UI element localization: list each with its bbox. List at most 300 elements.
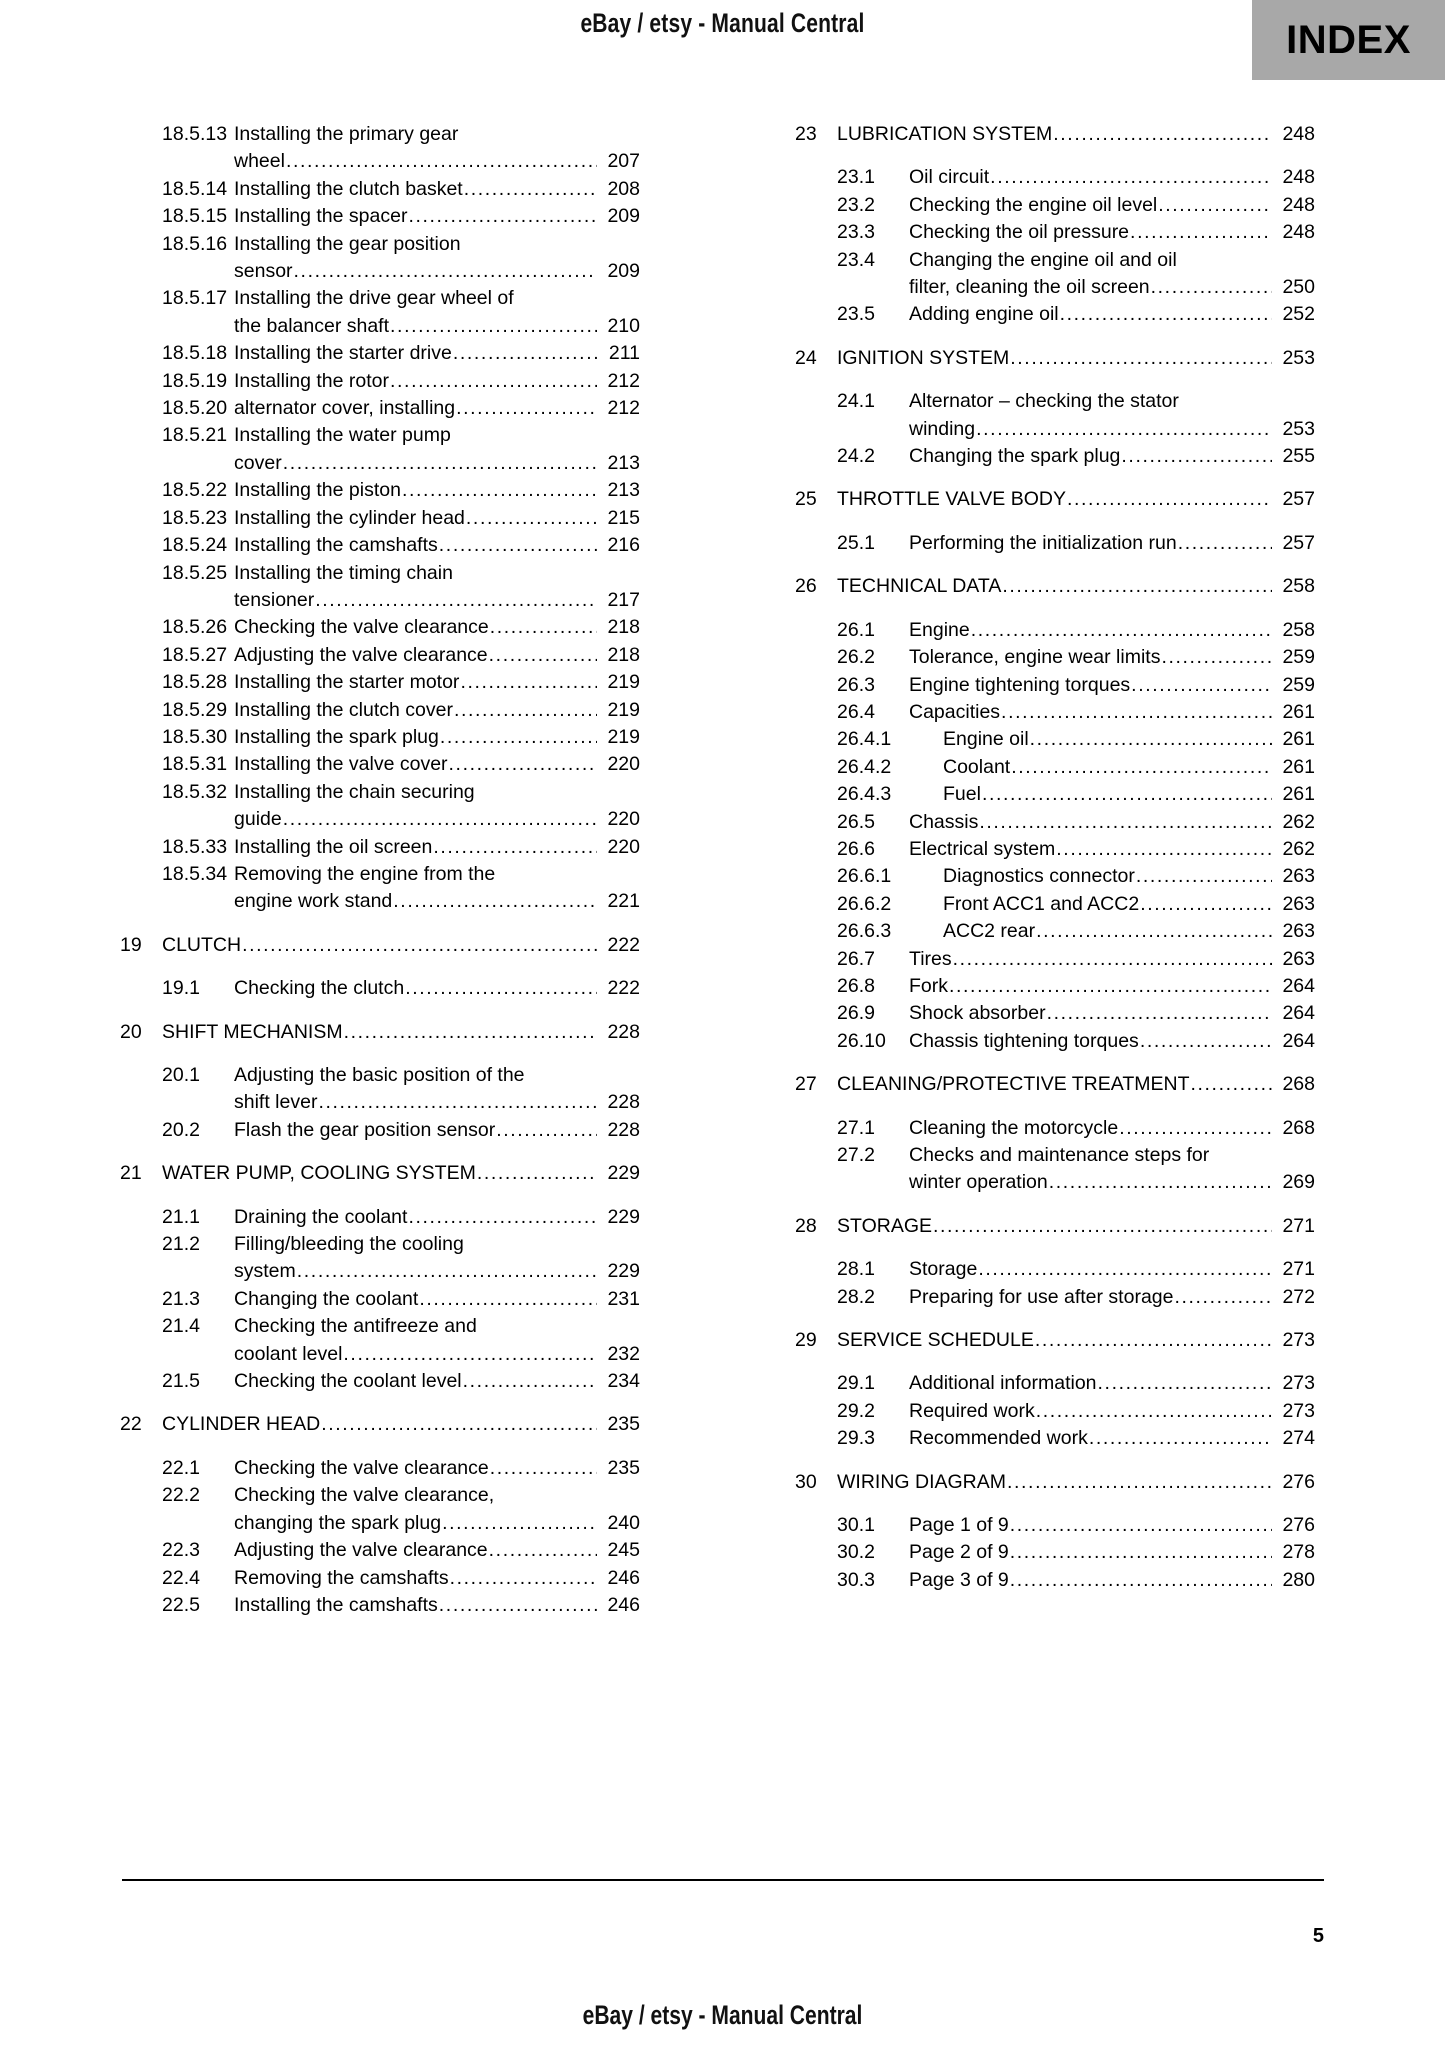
toc-entry-number: 27 [795,1073,817,1096]
toc-entry-page: 209 [607,260,640,283]
toc-entry-body [234,642,640,669]
toc-entry-body [909,1512,1315,1539]
toc-entry-label: STORAGE [837,1214,932,1237]
toc-entry[interactable] [120,1286,640,1313]
toc-entry-label: Coolant [943,755,1011,778]
toc-entry[interactable] [120,932,640,959]
toc-entry[interactable] [795,1512,1315,1539]
toc-entry-body [909,1370,1315,1397]
toc-entry[interactable] [120,751,640,778]
toc-entry-label: Tires [909,947,952,970]
toc-entry[interactable] [795,486,1315,513]
toc-leader-dots [242,932,597,959]
toc-entry-number: 28 [795,1214,817,1237]
toc-entry-body [909,164,1315,191]
page-number: 5 [1312,1925,1324,1947]
toc-entry-number: 23.4 [837,248,875,271]
toc-entry[interactable] [795,164,1315,191]
toc-entry-body [909,192,1315,219]
toc-entry[interactable] [120,861,640,916]
toc-entry-number: 26.9 [837,1002,875,1025]
toc-entry[interactable] [795,1071,1315,1098]
toc-entry-body [909,1567,1315,1594]
toc-entry-body [837,486,1315,513]
toc-entry[interactable] [120,779,640,834]
toc-entry-body [234,861,640,916]
toc-entry-label: Adjusting the basic position of the [234,1064,525,1086]
toc-entry-number: 18.5.33 [162,835,228,858]
toc-entry[interactable] [795,1327,1315,1354]
toc-entry-number: 26.3 [837,673,875,696]
toc-leader-dots [490,614,597,641]
toc-entry-number: 21.3 [162,1287,200,1310]
toc-leader-dots [449,751,597,778]
toc-entry[interactable] [795,219,1315,246]
toc-leader-dots [1140,891,1272,918]
toc-leader-dots [489,642,597,669]
toc-entry[interactable] [120,614,640,641]
toc-entry[interactable] [795,1028,1315,1055]
toc-entry[interactable] [120,697,640,724]
toc-entry-number: 18.5.24 [162,534,228,557]
toc-entry-number: 22.3 [162,1539,200,1562]
toc-leader-dots [464,176,597,203]
toc-entry[interactable] [120,505,640,532]
toc-entry[interactable] [120,975,640,1002]
toc-entry-page: 268 [1282,1073,1315,1096]
toc-entry-page: 222 [607,977,640,1000]
toc-entry[interactable] [795,617,1315,644]
toc-entry-label: Installing the water pump [234,424,451,447]
toc-entry-page: 261 [1282,700,1315,723]
toc-entry-label: Installing the piston [234,479,401,502]
toc-entry[interactable] [795,1000,1315,1027]
toc-entry[interactable] [120,1411,640,1438]
toc-entry-page: 235 [607,1413,640,1436]
toc-entry-number: 26.6.1 [837,865,892,888]
toc-leader-dots [1089,1425,1272,1452]
toc-entry-body [909,1425,1315,1452]
toc-entry-body [234,477,640,504]
toc-entry[interactable] [795,918,1315,945]
toc-leader-dots [1056,836,1272,863]
toc-entry[interactable] [120,1565,640,1592]
toc-entry-label: Installing the camshafts [234,1593,438,1616]
toc-entry-number: 25 [795,488,817,511]
toc-entry-number: 26 [795,575,817,598]
toc-entry-label: Installing the spacer [234,205,408,228]
toc-entry-label: Page 3 of 9 [909,1568,1009,1591]
toc-entry[interactable] [795,836,1315,863]
toc-entry-body [909,809,1315,836]
toc-entry-page: 235 [607,1456,640,1479]
toc-entry-body [234,669,640,696]
toc-entry[interactable] [795,672,1315,699]
toc-entry[interactable] [120,285,640,340]
toc-entry[interactable] [120,1062,640,1117]
toc-entry-label: Flash the gear position sensor [234,1118,496,1141]
toc-entry[interactable] [795,973,1315,1000]
toc-entry-number: 18.5.30 [162,725,228,748]
toc-entry[interactable] [120,231,640,286]
toc-entry-page: 263 [1282,865,1315,888]
toc-leader-dots [1174,1284,1272,1311]
toc-entry[interactable] [795,530,1315,557]
toc-leader-dots [933,1213,1272,1240]
toc-entry-number: 18.5.34 [162,862,228,885]
toc-entry-page: 253 [1282,346,1315,369]
toc-entry-number: 26.4 [837,700,875,723]
toc-entry[interactable] [795,863,1315,890]
toc-entry-page: 263 [1282,920,1315,943]
toc-entry[interactable] [795,1370,1315,1397]
toc-leader-dots [1119,1115,1272,1142]
toc-entry-page: 234 [607,1370,640,1393]
toc-entry-page: 231 [607,1287,640,1310]
toc-entry-number: 23 [795,123,817,145]
footer-divider [122,1879,1324,1881]
toc-entry-number: 26.4.1 [837,728,892,751]
toc-entry-number: 26.6.3 [837,920,892,943]
toc-entry-body [909,836,1315,863]
toc-entry-label: SHIFT MECHANISM [162,1020,343,1043]
toc-entry-label: Installing the camshafts [234,534,438,557]
toc-entry-body [909,247,1315,302]
toc-leader-dots [454,697,597,724]
toc-entry-label: Checking the valve clearance, [234,1484,495,1507]
toc-leader-dots [419,1286,597,1313]
toc-entry-body [234,422,640,477]
toc-column-right [795,121,1315,1619]
toc-entry[interactable] [120,669,640,696]
toc-entry-body [162,1019,640,1046]
toc-entry-page: 212 [607,397,640,420]
toc-entry-page: 273 [1282,1372,1315,1395]
toc-entry-page: 259 [1282,646,1315,669]
toc-entry-body [234,1537,640,1564]
toc-entry-page: 219 [607,725,640,748]
toc-entry-number: 24 [795,346,817,369]
toc-entry[interactable] [795,1284,1315,1311]
toc-entry[interactable] [795,121,1315,148]
toc-entry[interactable] [795,573,1315,600]
toc-entry-page: 221 [607,890,640,913]
toc-entry-label: Page 2 of 9 [909,1541,1009,1564]
toc-entry[interactable] [120,724,640,751]
toc-entry-label-cont: coolant level [234,1342,343,1365]
toc-entry[interactable] [120,1160,640,1187]
toc-leader-dots [1121,443,1272,470]
toc-leader-dots [1191,1071,1273,1098]
toc-entry[interactable] [795,699,1315,726]
toc-leader-dots [390,313,597,340]
toc-entry-number: 27.1 [837,1116,875,1139]
toc-entry[interactable] [120,1204,640,1231]
toc-entry[interactable] [795,1469,1315,1496]
toc-entry-label: Diagnostics connector [943,865,1135,888]
toc-entry-label: Installing the oil screen [234,835,433,858]
toc-entry-page: 276 [1282,1470,1315,1493]
toc-entry[interactable] [120,642,640,669]
toc-entry[interactable] [795,1142,1315,1197]
toc-entry-number: 30 [795,1470,817,1493]
toc-entry-page: 246 [607,1593,640,1616]
toc-entry[interactable] [795,345,1315,372]
toc-entry-number: 26.4.2 [837,755,892,778]
toc-entry-page: 273 [1282,1329,1315,1352]
toc-entry[interactable] [120,1368,640,1395]
toc-entry-number: 26.6.2 [837,892,892,915]
toc-entry-label: Installing the rotor [234,369,390,392]
toc-leader-dots [1131,672,1272,699]
toc-entry-label: Installing the primary gear [234,123,459,145]
toc-leader-dots [1098,1370,1272,1397]
toc-entry[interactable] [120,1231,640,1286]
toc-entry-page: 258 [1282,575,1315,598]
toc-entry-label: TECHNICAL DATA [837,575,1002,598]
toc-entry[interactable] [120,1313,640,1368]
toc-entry-page: 216 [607,534,640,557]
toc-entry-page: 217 [607,588,640,611]
toc-entry[interactable] [795,726,1315,753]
toc-entry-body [234,560,640,615]
toc-leader-dots [990,164,1272,191]
toc-leader-dots [321,1411,597,1438]
toc-entry[interactable] [120,340,640,367]
toc-entry[interactable] [795,809,1315,836]
toc-entry-body [909,754,1315,781]
toc-entry-label: Storage [909,1258,978,1281]
toc-entry-body [909,918,1315,945]
toc-entry-body [234,779,640,834]
toc-entry-body [909,973,1315,1000]
toc-entry[interactable] [120,1455,640,1482]
toc-entry[interactable] [795,1115,1315,1142]
toc-entry[interactable] [795,301,1315,328]
toc-entry[interactable] [795,891,1315,918]
toc-entry-label: Changing the engine oil and oil [909,248,1177,271]
toc-entry[interactable] [120,203,640,230]
toc-entry-label: Checks and maintenance steps for [909,1144,1210,1166]
toc-entry-body [234,1204,640,1231]
toc-entry-label: Adding engine oil [909,303,1059,326]
toc-entry-number: 30.1 [837,1514,875,1537]
toc-entry[interactable] [795,781,1315,808]
toc-leader-dots [1010,345,1272,372]
toc-entry-label: Alternator – checking the stator [909,390,1179,413]
toc-entry-body [162,932,640,959]
toc-leader-dots [393,888,597,915]
toc-entry-body [234,1231,640,1286]
toc-entry-label: Removing the engine from the [234,862,496,885]
toc-entry-label: ACC2 rear [943,920,1036,943]
toc-entry[interactable] [795,1567,1315,1594]
toc-leader-dots [286,148,597,175]
toc-entry-label: Changing the coolant [234,1287,419,1310]
toc-entry-label: Preparing for use after storage [909,1285,1174,1308]
toc-leader-dots [1035,1327,1272,1354]
toc-entry-body [909,863,1315,890]
toc-entry[interactable] [795,388,1315,443]
toc-entry[interactable] [795,1539,1315,1566]
toc-entry-body [909,946,1315,973]
toc-entry-body [162,1411,640,1438]
toc-entry-body [234,614,640,641]
toc-entry-label: Draining the coolant [234,1205,408,1228]
toc-entry-body [909,781,1315,808]
toc-entry[interactable] [120,834,640,861]
toc-entry[interactable] [120,422,640,477]
toc-entry-page: 280 [1282,1568,1315,1591]
toc-entry[interactable] [120,477,640,504]
toc-entry-page: 250 [1282,276,1315,299]
toc-entry-number: 22.5 [162,1593,200,1616]
toc-entry-number: 22.1 [162,1456,200,1479]
toc-leader-dots [978,1256,1272,1283]
toc-entry-body [162,1160,640,1187]
toc-leader-dots [344,1019,597,1046]
toc-leader-dots [976,416,1272,443]
toc-entry-number: 23.3 [837,221,875,244]
index-tab-label: INDEX [1286,17,1411,62]
toc-entry-label: Installing the spark plug [234,725,439,748]
toc-entry[interactable] [120,1592,640,1619]
toc-entry[interactable] [120,560,640,615]
toc-entry[interactable] [120,1117,640,1144]
toc-entry[interactable] [795,1256,1315,1283]
toc-entry-label: Changing the spark plug [909,445,1121,468]
toc-leader-dots [1130,219,1272,246]
toc-entry-label: Electrical system [909,837,1056,860]
toc-entry-page: 257 [1282,488,1315,511]
toc-column-left [120,121,640,1619]
toc-entry-page: 228 [607,1118,640,1141]
toc-entry-page: 248 [1282,221,1315,244]
toc-entry-page: 212 [607,369,640,392]
toc-entry-number: 27.2 [837,1144,875,1166]
toc-entry-page: 262 [1282,810,1315,833]
toc-entry-label: Installing the clutch basket [234,177,463,200]
toc-entry[interactable] [120,368,640,395]
toc-entry-label-cont: changing the spark plug [234,1511,442,1534]
toc-entry[interactable] [795,443,1315,470]
toc-entry-page: 273 [1282,1399,1315,1422]
toc-entry-label: Installing the starter drive [234,342,452,365]
toc-leader-dots [496,1117,597,1144]
toc-entry-label-cont: winding [909,417,976,440]
toc-leader-dots [408,1204,597,1231]
toc-entry-page: 259 [1282,673,1315,696]
toc-leader-dots [402,477,597,504]
toc-entry-page: 271 [1282,1258,1315,1281]
toc-leader-dots [439,1592,597,1619]
toc-entry-number: 26.4.3 [837,783,892,806]
toc-entry-label: SERVICE SCHEDULE [837,1329,1034,1352]
toc-entry[interactable] [120,395,640,422]
toc-entry-label: IGNITION SYSTEM [837,346,1010,369]
toc-leader-dots [1136,863,1272,890]
table-of-contents [0,121,1445,1619]
toc-leader-dots [489,1537,597,1564]
toc-leader-dots [1140,1028,1272,1055]
header-watermark: eBay / etsy - Manual Central [580,8,865,38]
toc-entry-page: 274 [1282,1427,1315,1450]
toc-entry[interactable] [120,1019,640,1046]
toc-entry[interactable] [120,532,640,559]
toc-leader-dots [1002,573,1272,600]
toc-entry-label-cont: filter, cleaning the oil screen [909,276,1150,299]
toc-entry-label-cont: tensioner [234,588,315,611]
toc-entry-number: 18.5.13 [162,123,228,145]
toc-entry-body [234,1368,640,1395]
toc-entry[interactable] [120,1537,640,1564]
toc-entry-page: 220 [607,753,640,776]
toc-entry-body [234,1062,640,1117]
toc-entry-label: Checking the antifreeze and [234,1315,477,1338]
toc-leader-dots [456,395,597,422]
toc-entry[interactable] [120,176,640,203]
toc-entry-body [234,285,640,340]
toc-entry-number: 18.5.23 [162,506,228,529]
toc-entry-label-cont: guide [234,808,282,831]
toc-entry-body [909,1398,1315,1425]
toc-entry[interactable] [795,1398,1315,1425]
toc-entry-label-cont: sensor [234,260,293,283]
toc-entry-label: Chassis tightening torques [909,1029,1139,1052]
toc-entry-number: 18.5.32 [162,780,228,803]
toc-entry[interactable] [795,247,1315,302]
toc-entry-body [234,1565,640,1592]
toc-entry[interactable] [120,121,640,176]
toc-entry-label: Adjusting the valve clearance [234,1539,488,1562]
toc-entry-number: 23.2 [837,193,875,216]
toc-entry-page: 248 [1282,166,1315,189]
toc-entry[interactable] [795,946,1315,973]
toc-entry[interactable] [795,754,1315,781]
toc-entry-body [909,1000,1315,1027]
toc-entry[interactable] [795,1213,1315,1240]
toc-entry-label: Oil circuit [909,166,990,189]
toc-leader-dots [450,1565,597,1592]
toc-entry[interactable] [795,644,1315,671]
toc-entry-page: 245 [607,1539,640,1562]
toc-leader-dots [1158,192,1272,219]
toc-entry-number: 20.2 [162,1118,200,1141]
toc-entry-number: 18.5.18 [162,342,228,365]
toc-entry-number: 26.10 [837,1029,886,1052]
toc-entry-page: 213 [607,451,640,474]
toc-entry-label: Checking the clutch [234,977,405,1000]
toc-entry-number: 26.7 [837,947,875,970]
toc-entry[interactable] [795,192,1315,219]
toc-leader-dots [460,669,597,696]
toc-entry[interactable] [120,1482,640,1537]
toc-entry-body [234,395,640,422]
toc-entry-label: Required work [909,1399,1035,1422]
toc-entry-number: 26.1 [837,618,875,641]
toc-entry-body [909,1115,1315,1142]
toc-entry[interactable] [795,1425,1315,1452]
toc-entry-page: 219 [607,698,640,721]
toc-entry-page: 208 [607,177,640,200]
toc-entry-label: Installing the drive gear wheel of [234,287,514,310]
toc-entry-number: 18.5.25 [162,561,228,584]
toc-entry-number: 18.5.19 [162,369,228,392]
toc-leader-dots [1010,1567,1272,1594]
toc-entry-page: 258 [1282,618,1315,641]
toc-leader-dots [1047,1000,1272,1027]
toc-entry-page: 229 [607,1260,640,1283]
